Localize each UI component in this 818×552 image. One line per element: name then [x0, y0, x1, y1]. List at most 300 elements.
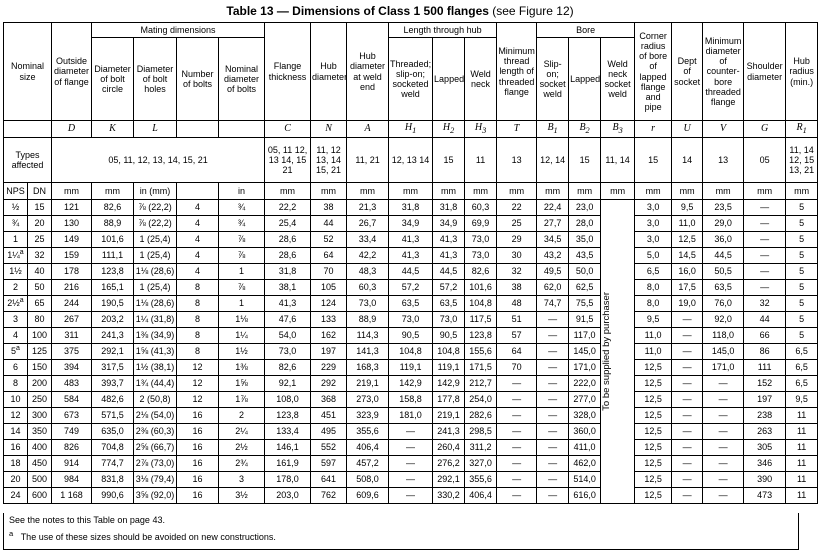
- cell-t: [497, 200, 537, 216]
- cell-hub-diameter-value: 133: [321, 314, 337, 325]
- cell-number-of-bolts-value: 16: [192, 410, 203, 421]
- cell-h1-value: 57,2: [401, 282, 420, 293]
- cell-flange-thickness-value: 108,0: [276, 394, 299, 405]
- cell-u-value: —: [682, 330, 692, 341]
- cell-bolt-circle-value: 831,8: [101, 474, 124, 485]
- cell-dn-value: 40: [34, 266, 45, 277]
- cell-v-value: —: [718, 378, 728, 389]
- cell-b2-value: 145,0: [573, 346, 596, 357]
- cell-flange-thickness-value: 54,0: [278, 330, 297, 341]
- cell-hub-diameter: [311, 280, 347, 296]
- cell-bolt-circle-value: 317,5: [101, 362, 124, 373]
- table-title-suffix: (see Figure 12): [488, 4, 574, 18]
- cell-b2: [569, 232, 601, 248]
- cell-outside-diameter-value: 984: [63, 474, 80, 485]
- cell-r-value: 12,5: [644, 426, 662, 437]
- cell-flange-thickness: [265, 424, 311, 440]
- cell-bolt-circle-value: 635,0: [101, 426, 124, 437]
- cell-b2: [569, 392, 601, 408]
- cell-b1: [537, 280, 569, 296]
- cell-hub-diameter-weld: [347, 440, 389, 456]
- cell-g-value: 263: [757, 426, 773, 437]
- cell-g-value: —: [760, 250, 770, 261]
- cell-nps: [4, 328, 28, 344]
- cell-flange-thickness: [265, 280, 311, 296]
- cell-u-value: —: [682, 442, 692, 453]
- cell-b2-value: 23,0: [575, 202, 594, 213]
- cell-bolt-diameter: [219, 488, 265, 504]
- cell-number-of-bolts: [177, 296, 219, 312]
- cell-hub-diameter: [311, 424, 347, 440]
- cell-r-value: 12,5: [644, 394, 662, 405]
- cell-h3: [465, 472, 497, 488]
- cell-hub-diameter-value: 451: [321, 410, 337, 421]
- cell-r: [635, 488, 672, 504]
- cell-h1: [389, 344, 433, 360]
- cell-r-value: 8,0: [646, 298, 660, 309]
- table-row: [4, 232, 818, 248]
- cell-t: [497, 232, 537, 248]
- cell-hub-diameter-weld-value: 508,0: [356, 474, 379, 485]
- cell-number-of-bolts: [177, 328, 219, 344]
- cell-b1-value: 62,0: [543, 282, 562, 293]
- cell-b1: [537, 360, 569, 376]
- cell-nps-value: 20: [10, 474, 21, 485]
- cell-outside-diameter: [52, 488, 92, 504]
- cell-h3: [465, 408, 497, 424]
- cell-hub-diameter-value: 70: [323, 266, 334, 277]
- table-row: [4, 328, 818, 344]
- footnote-ref: a: [19, 249, 24, 257]
- cell-flange-thickness-value: 25,4: [278, 218, 297, 229]
- cell-number-of-bolts-value: 8: [194, 282, 200, 293]
- symbol-T: T: [497, 121, 537, 138]
- cell-hub-diameter-weld: [347, 200, 389, 216]
- header-dept-socket: Dept of socket: [672, 23, 703, 121]
- cell-b2: [569, 264, 601, 280]
- cell-r-value: 12,5: [644, 362, 662, 373]
- cell-bolt-diameter-value: 1⅞: [235, 394, 248, 405]
- types-B2: 15: [569, 138, 601, 183]
- cell-nps: [4, 488, 28, 504]
- cell-t-value: —: [512, 458, 522, 469]
- cell-hub-diameter: [311, 456, 347, 472]
- cell-nps: [4, 296, 28, 312]
- cell-flange-thickness: [265, 216, 311, 232]
- cell-bolt-diameter: [219, 408, 265, 424]
- cell-t: [497, 344, 537, 360]
- cell-outside-diameter-value: 584: [63, 394, 80, 405]
- cell-bolt-diameter-value: 1⅛: [235, 314, 248, 325]
- cell-hub-diameter-weld-value: 21,3: [358, 202, 377, 213]
- cell-bolt-diameter: [219, 200, 265, 216]
- header-number-of-bolts: Number of bolts: [177, 38, 219, 121]
- cell-hub-diameter: [311, 328, 347, 344]
- cell-hub-diameter-value: 641: [321, 474, 337, 485]
- cell-r1-value: 5: [799, 330, 805, 341]
- cell-bolt-holes: [134, 376, 177, 392]
- cell-b1-value: 34,5: [543, 234, 562, 245]
- cell-g: [744, 280, 786, 296]
- cell-g-value: 390: [757, 474, 773, 485]
- cell-g: [744, 296, 786, 312]
- cell-u-value: —: [682, 410, 692, 421]
- cell-h3-value: 104,8: [469, 298, 492, 309]
- cell-hub-diameter-weld: [347, 408, 389, 424]
- cell-h3-value: 282,6: [469, 410, 492, 421]
- cell-u: [672, 424, 703, 440]
- cell-flange-thickness-value: 178,0: [276, 474, 299, 485]
- header-corner-radius: Corner radius of bore of lapped flange and pipe: [635, 23, 672, 121]
- cell-u: [672, 360, 703, 376]
- table-row: [4, 344, 818, 360]
- cell-bolt-circle: [92, 312, 134, 328]
- cell-b2-value: 328,0: [573, 410, 596, 421]
- cell-h3-value: 73,0: [471, 234, 490, 245]
- cell-bolt-circle: [92, 440, 134, 456]
- cell-u: [672, 344, 703, 360]
- cell-nps: [4, 312, 28, 328]
- cell-bolt-circle: [92, 408, 134, 424]
- cell-bolt-holes-value: 3⅛ (79,4): [135, 474, 175, 485]
- cell-g: [744, 344, 786, 360]
- cell-t-value: 29: [511, 234, 522, 245]
- cell-h2: [433, 360, 465, 376]
- cell-hub-diameter-value: 762: [321, 490, 337, 501]
- cell-bolt-diameter: [219, 280, 265, 296]
- cell-dn-value: 32: [34, 250, 45, 261]
- cell-b2: [569, 200, 601, 216]
- header-shoulder-diameter: Shoulder diameter: [744, 23, 786, 121]
- cell-dn: [28, 392, 52, 408]
- table-row: [4, 216, 818, 232]
- cell-hub-diameter: [311, 488, 347, 504]
- cell-h1-value: 158,8: [399, 394, 422, 405]
- note-line: See the notes to this Table on page 43.: [9, 515, 165, 525]
- cell-bolt-diameter: [219, 392, 265, 408]
- cell-u-value: —: [682, 394, 692, 405]
- cell-h3-value: 123,8: [469, 330, 492, 341]
- cell-outside-diameter-value: 1 168: [60, 490, 83, 501]
- header-bolt-circle: Diameter of bolt circle: [92, 38, 134, 121]
- cell-g-value: 197: [757, 394, 773, 405]
- cell-r1: [786, 248, 818, 264]
- cell-u-value: —: [682, 490, 692, 501]
- symbol-B3-sub: 3: [618, 126, 623, 136]
- cell-b2-value: 277,0: [573, 394, 596, 405]
- header-flange-thickness: Flange thickness: [265, 23, 311, 121]
- cell-h3-value: 117,5: [469, 314, 492, 325]
- cell-flange-thickness-value: 28,6: [278, 250, 297, 261]
- cell-h2: [433, 296, 465, 312]
- cell-v-value: 92,0: [714, 314, 732, 325]
- table-row: [4, 472, 818, 488]
- table-title-main: Table 13 — Dimensions of Class 1 500 flanges: [226, 4, 489, 18]
- cell-r-value: 11,0: [644, 330, 662, 341]
- cell-u: [672, 392, 703, 408]
- types-V: 13: [703, 138, 744, 183]
- cell-b2: [569, 344, 601, 360]
- cell-dn: [28, 440, 52, 456]
- cell-b1: [537, 408, 569, 424]
- cell-bolt-holes-value: 1⅝ (41,3): [135, 346, 175, 357]
- cell-h1: [389, 216, 433, 232]
- table-row: [4, 296, 818, 312]
- cell-hub-diameter: [311, 392, 347, 408]
- cell-r: [635, 440, 672, 456]
- cell-outside-diameter: [52, 360, 92, 376]
- cell-r1-value: 5: [799, 250, 805, 261]
- header-bore-slip-on: Slip-on; socket weld: [537, 38, 569, 121]
- cell-bolt-diameter: [219, 296, 265, 312]
- cell-h1: [389, 232, 433, 248]
- cell-dn-value: 15: [34, 202, 45, 213]
- footnote-line: [4, 527, 798, 544]
- cell-flange-thickness: [265, 328, 311, 344]
- cell-outside-diameter-value: 149: [63, 234, 80, 245]
- cell-nps-value: 4: [12, 330, 18, 341]
- cell-h2: [433, 440, 465, 456]
- cell-h2-value: 34,9: [439, 218, 458, 229]
- cell-nps-value: ½: [11, 202, 20, 213]
- cell-b1: [537, 200, 569, 216]
- cell-b1: [537, 232, 569, 248]
- cell-nps: [4, 248, 28, 264]
- header-threaded: Threaded; slip-on; socketed weld: [389, 38, 433, 121]
- unit-G: mm: [744, 183, 786, 200]
- footnote-text: The use of these sizes should be avoided on new constructions.: [20, 532, 276, 542]
- cell-outside-diameter: [52, 376, 92, 392]
- footnote-ref: a: [16, 345, 20, 353]
- symbol-blank: [4, 121, 52, 138]
- cell-dn: [28, 360, 52, 376]
- cell-g: [744, 392, 786, 408]
- cell-outside-diameter-value: 394: [63, 362, 80, 373]
- symbol-A: A: [347, 121, 389, 138]
- cell-g-value: 32: [759, 298, 770, 309]
- cell-bolt-holes: [134, 264, 177, 280]
- cell-hub-diameter-weld: [347, 328, 389, 344]
- cell-g-value: 473: [757, 490, 773, 501]
- cell-b1-value: —: [548, 378, 558, 389]
- cell-h3: [465, 296, 497, 312]
- cell-u-value: 9,5: [680, 202, 694, 213]
- cell-r-value: 12,5: [644, 490, 662, 501]
- header-bore-weld-neck: Weld neck socket weld: [601, 38, 635, 121]
- cell-outside-diameter: [52, 216, 92, 232]
- cell-b2: [569, 328, 601, 344]
- cell-nps: [4, 232, 28, 248]
- cell-t-value: 25: [511, 218, 522, 229]
- symbol-G: G: [744, 121, 786, 138]
- cell-hub-diameter: [311, 296, 347, 312]
- cell-b1: [537, 392, 569, 408]
- cell-outside-diameter-value: 159: [63, 250, 80, 261]
- unit-r: mm: [635, 183, 672, 200]
- cell-h2: [433, 376, 465, 392]
- symbol-H3: [465, 121, 497, 138]
- cell-bolt-circle: [92, 424, 134, 440]
- cell-hub-diameter: [311, 376, 347, 392]
- cell-nps: [4, 376, 28, 392]
- cell-h2: [433, 344, 465, 360]
- cell-hub-diameter-weld-value: 73,0: [358, 298, 377, 309]
- cell-v-value: 36,0: [714, 234, 732, 245]
- cell-bolt-circle: [92, 296, 134, 312]
- cell-h2-value: 330,2: [437, 490, 460, 501]
- cell-flange-thickness: [265, 296, 311, 312]
- cell-r1-value: 5: [799, 266, 805, 277]
- cell-bolt-diameter-value: ⅞: [237, 234, 246, 245]
- cell-u: [672, 280, 703, 296]
- types-mating: 05, 11, 12, 13, 14, 15, 21: [52, 138, 265, 183]
- cell-h3: [465, 280, 497, 296]
- cell-h3-value: 327,0: [469, 458, 492, 469]
- cell-u-value: 17,5: [678, 282, 696, 293]
- cell-b2-value: 50,0: [575, 266, 594, 277]
- cell-number-of-bolts: [177, 392, 219, 408]
- cell-flange-thickness-value: 22,2: [278, 202, 297, 213]
- cell-flange-thickness-value: 73,0: [278, 346, 297, 357]
- cell-b2-value: 35,0: [575, 234, 594, 245]
- cell-r1: [786, 216, 818, 232]
- cell-flange-thickness: [265, 440, 311, 456]
- types-R1: 11, 14 12, 15 13, 21: [786, 138, 818, 183]
- cell-outside-diameter-value: 178: [63, 266, 80, 277]
- cell-v: [703, 488, 744, 504]
- cell-bolt-diameter: [219, 424, 265, 440]
- cell-h1: [389, 472, 433, 488]
- cell-h1-value: —: [406, 490, 416, 501]
- cell-bolt-circle: [92, 280, 134, 296]
- cell-t: [497, 280, 537, 296]
- cell-h1: [389, 280, 433, 296]
- cell-number-of-bolts: [177, 456, 219, 472]
- cell-bolt-diameter-value: 1⅝: [235, 378, 248, 389]
- cell-flange-thickness: [265, 472, 311, 488]
- cell-g-value: 152: [757, 378, 773, 389]
- cell-bolt-diameter: [219, 472, 265, 488]
- cell-dn: [28, 216, 52, 232]
- cell-t-value: —: [512, 410, 522, 421]
- cell-u: [672, 216, 703, 232]
- cell-g-value: 66: [759, 330, 770, 341]
- cell-bolt-diameter-value: 1: [239, 266, 245, 277]
- cell-r-value: 3,0: [646, 218, 660, 229]
- cell-flange-thickness: [265, 248, 311, 264]
- header-bore: Bore: [537, 23, 635, 38]
- cell-hub-diameter-weld: [347, 312, 389, 328]
- cell-r1: [786, 488, 818, 504]
- cell-t-value: 38: [511, 282, 522, 293]
- cell-h2-value: 177,8: [437, 394, 460, 405]
- cell-g-value: 238: [757, 410, 773, 421]
- cell-outside-diameter: [52, 344, 92, 360]
- cell-outside-diameter: [52, 296, 92, 312]
- cell-h2: [433, 488, 465, 504]
- cell-v-value: —: [718, 442, 728, 453]
- cell-h1: [389, 424, 433, 440]
- unit-L: in (mm): [134, 183, 177, 200]
- cell-v: [703, 440, 744, 456]
- cell-flange-thickness-value: 47,6: [278, 314, 297, 325]
- cell-h3-value: 171,5: [469, 362, 492, 373]
- cell-outside-diameter-value: 267: [63, 314, 80, 325]
- cell-b1-value: 22,4: [543, 202, 562, 213]
- cell-number-of-bolts: [177, 280, 219, 296]
- cell-flange-thickness: [265, 376, 311, 392]
- unit-R1: mm: [786, 183, 818, 200]
- cell-flange-thickness: [265, 456, 311, 472]
- cell-g: [744, 488, 786, 504]
- cell-h2: [433, 264, 465, 280]
- purchaser-note: To be supplied by purchaser: [601, 292, 613, 411]
- cell-g-value: —: [760, 282, 770, 293]
- cell-r-value: 3,0: [646, 234, 660, 245]
- cell-hub-diameter-weld-value: 273,0: [356, 394, 379, 405]
- cell-h2-value: 119,1: [437, 362, 460, 373]
- cell-h3-value: 311,2: [469, 442, 492, 453]
- cell-v-value: 145,0: [711, 346, 735, 357]
- cell-g: [744, 200, 786, 216]
- cell-h1-value: —: [406, 426, 416, 437]
- cell-r1-value: 5: [799, 202, 805, 213]
- cell-bolt-holes-value: ⅞ (22,2): [138, 202, 172, 213]
- cell-v: [703, 344, 744, 360]
- cell-t: [497, 248, 537, 264]
- header-nominal-bolt-diameter: Nominal diameter of bolts: [219, 38, 265, 121]
- cell-outside-diameter: [52, 328, 92, 344]
- cell-hub-diameter-value: 162: [321, 330, 337, 341]
- cell-b1: [537, 216, 569, 232]
- cell-dn: [28, 248, 52, 264]
- cell-u: [672, 248, 703, 264]
- cell-flange-thickness: [265, 392, 311, 408]
- cell-v-value: 29,0: [714, 218, 732, 229]
- cell-g: [744, 440, 786, 456]
- cell-number-of-bolts: [177, 360, 219, 376]
- cell-flange-thickness-value: 161,9: [276, 458, 299, 469]
- cell-dn-value: 300: [31, 410, 48, 421]
- cell-bolt-holes: [134, 472, 177, 488]
- cell-hub-diameter-weld-value: 168,3: [356, 362, 379, 373]
- cell-bolt-holes: [134, 312, 177, 328]
- cell-outside-diameter: [52, 248, 92, 264]
- cell-bolt-circle-value: 88,9: [103, 218, 122, 229]
- cell-v: [703, 312, 744, 328]
- cell-b2: [569, 296, 601, 312]
- cell-dn: [28, 264, 52, 280]
- unit-B3: mm: [601, 183, 635, 200]
- cell-r1: [786, 440, 818, 456]
- cell-bolt-holes-value: 1 (25,4): [139, 250, 171, 261]
- cell-flange-thickness-value: 92,1: [278, 378, 297, 389]
- cell-outside-diameter-value: 311: [64, 330, 79, 341]
- cell-b1-value: —: [548, 410, 558, 421]
- symbol-U: U: [672, 121, 703, 138]
- cell-nps-value: 1: [12, 234, 18, 245]
- cell-hub-diameter-weld-value: 457,2: [356, 458, 379, 469]
- types-C: 05, 11 12, 13 14, 15 21: [265, 138, 311, 183]
- cell-dn-value: 200: [31, 378, 48, 389]
- cell-t-value: 22: [511, 202, 522, 213]
- cell-number-of-bolts-value: 4: [194, 266, 200, 277]
- cell-hub-diameter-weld-value: 323,9: [356, 410, 379, 421]
- cell-flange-thickness: [265, 232, 311, 248]
- table-row: [4, 456, 818, 472]
- cell-dn-value: 350: [31, 426, 48, 437]
- cell-v: [703, 360, 744, 376]
